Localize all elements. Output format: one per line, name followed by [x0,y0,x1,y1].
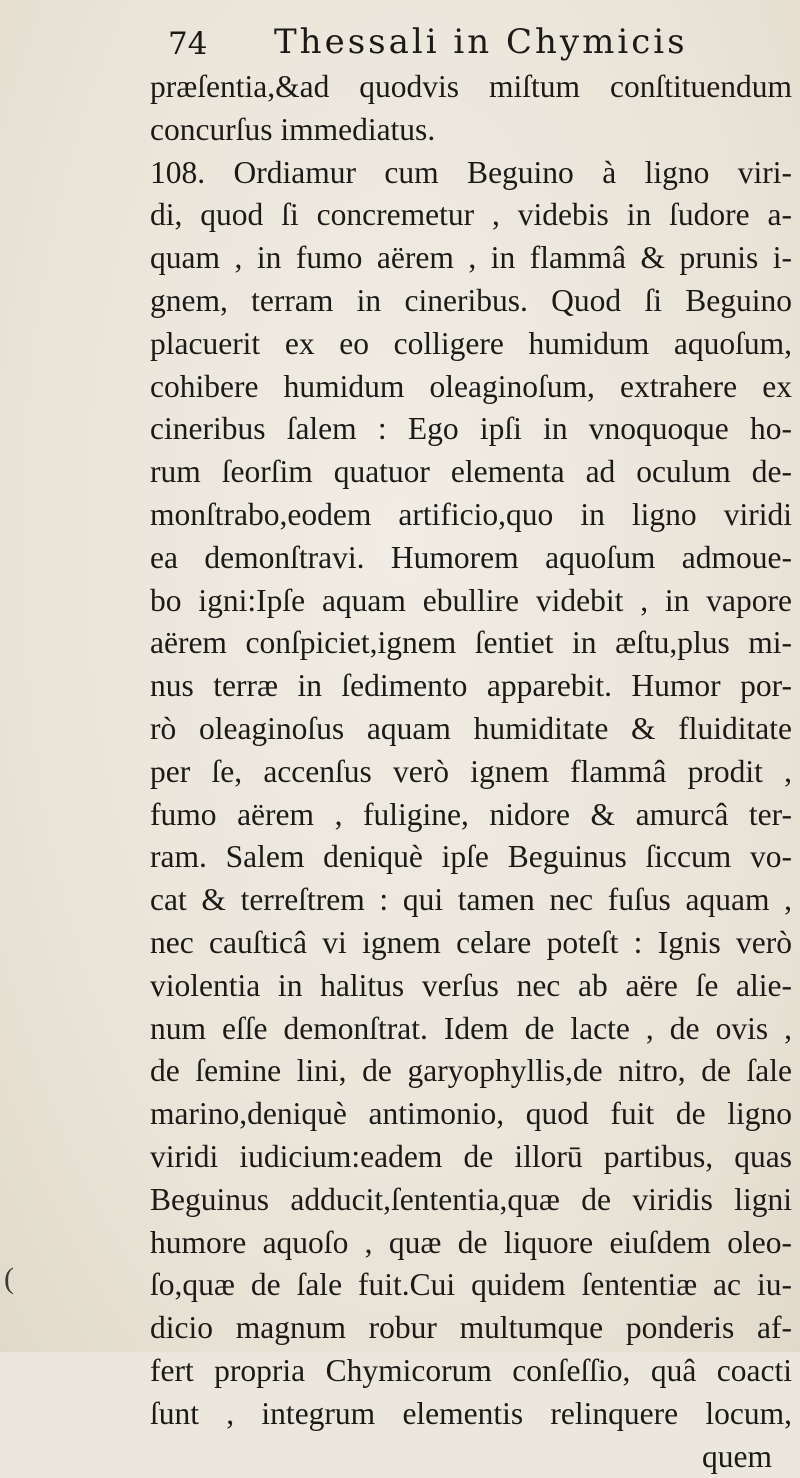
text-line: marino,deniquè antimonio, quod fuit de ligno [150,1093,792,1136]
margin-mark: ( [4,1262,14,1296]
text-line: nus terræ in ſedimento apparebit. Humor por- [150,665,792,708]
text-line: cohibere humidum oleaginoſum, extrahere ex [150,366,792,409]
text-line: 108. Ordiamur cum Beguino à ligno viri- [150,152,792,195]
text-line: rum ſeorſim quatuor elementa ad oculum de- [150,451,792,494]
text-line: fumo aërem , fuligine, nidore & amurcâ ter- [150,794,792,837]
page-header [168,18,788,68]
text-line: placuerit ex eo colligere humidum aquoſum, [150,323,792,366]
page-number: 74 [168,26,207,62]
text-line: præſentia,&ad quodvis miſtum conſtituendum [150,66,792,109]
text-line: per ſe, accenſus verò ignem flammâ prodit , [150,751,792,794]
text-line: rò oleaginoſus aquam humiditate & fluiditate [150,708,792,751]
text-line: gnem, terram in cineribus. Quod ſi Beguino [150,280,792,323]
catchword: quem [150,1436,792,1478]
text-line: ſunt , integrum elementis relinquere locum, [150,1393,792,1436]
text-line: viridi iudicium:eadem de illorū partibus, quas [150,1136,792,1179]
text-line: violentia in halitus verſus nec ab aëre ſe alie- [150,965,792,1008]
text-line: ram. Salem deniquè ipſe Beguinus ſiccum vo- [150,836,792,879]
text-line: di, quod ſi concremetur , videbis in ſudore a- [150,194,792,237]
text-line: concurſus immediatus. [150,109,792,152]
text-line: aërem conſpiciet,ignem ſentiet in æſtu,plus mi- [150,622,792,665]
text-line: Beguinus adducit,ſententia,quæ de viridis ligni [150,1179,792,1222]
text-line: ſo,quæ de ſale fuit.Cui quidem ſententiæ ac iu- [150,1264,792,1307]
text-line: de ſemine lini, de garyophyllis,de nitro, de ſale [150,1050,792,1093]
text-line: num eſſe demonſtrat. Idem de lacte , de ovis , [150,1008,792,1051]
text-line: cat & terreſtrem : qui tamen nec fuſus aquam , [150,879,792,922]
text-line: cineribus ſalem : Ego ipſi in vnoquoque ho- [150,408,792,451]
text-line: ea demonſtravi. Humorem aquoſum admoue- [150,537,792,580]
text-line: monſtrabo,eodem artificio,quo in ligno viridi [150,494,792,537]
text-line: fert propria Chymicorum conſeſſio, quâ coacti [150,1350,792,1393]
text-line: nec cauſticâ vi ignem celare poteſt : Ignis verò [150,922,792,965]
text-line: bo igni:Ipſe aquam ebullire videbit , in vapore [150,580,792,623]
text-line: quam , in fumo aërem , in flammâ & prunis i- [150,237,792,280]
text-line: humore aquoſo , quæ de liquore eiuſdem oleo- [150,1222,792,1265]
running-head: Thessali in Chymicis [274,22,688,62]
body-text [150,66,792,1478]
text-line: dicio magnum robur multumque ponderis af- [150,1307,792,1350]
